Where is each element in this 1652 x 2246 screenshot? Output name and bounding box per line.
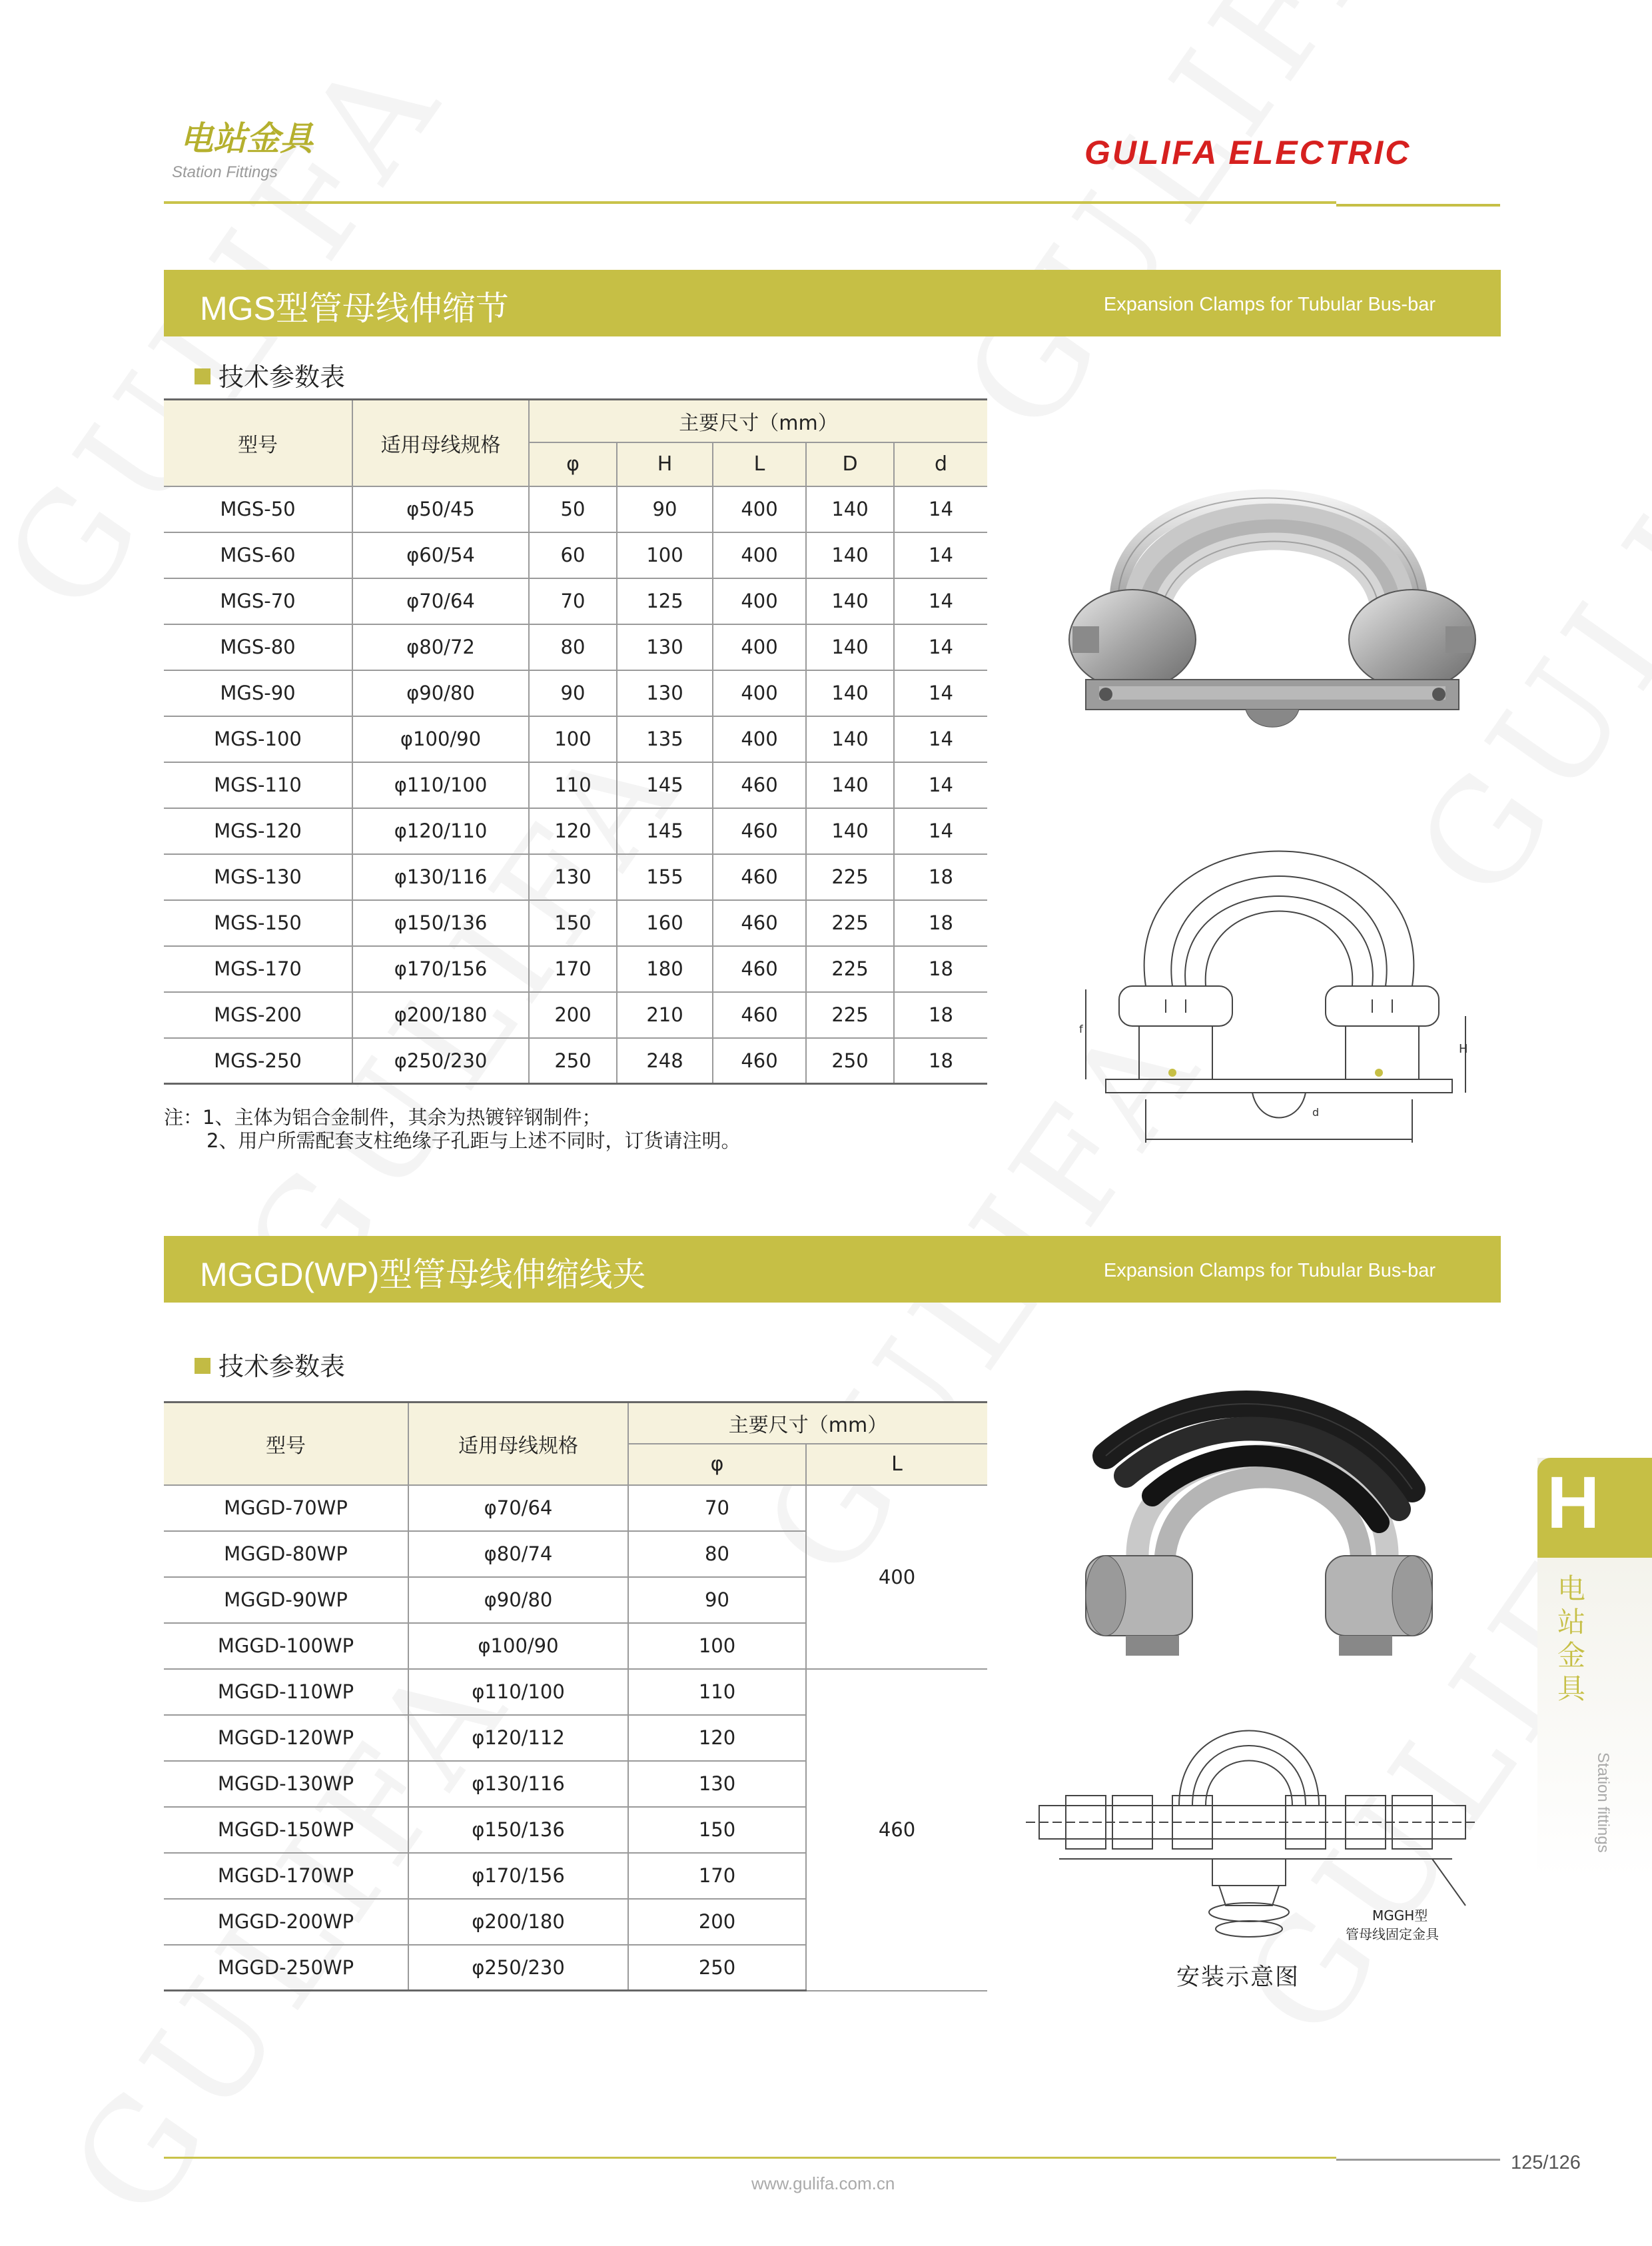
cell: φ150/136 <box>352 900 529 946</box>
cell: MGGD-170WP <box>164 1853 408 1899</box>
cell: 18 <box>894 854 987 900</box>
cell: 460 <box>713 854 806 900</box>
cell: 125 <box>617 578 713 624</box>
cell: 110 <box>529 762 617 808</box>
col-header-model: 型号 <box>164 400 352 486</box>
cell: 145 <box>617 762 713 808</box>
cell: 100 <box>617 532 713 578</box>
cell: 100 <box>529 716 617 762</box>
cell: 225 <box>806 992 894 1038</box>
spec-table <box>164 398 987 1085</box>
table-row <box>164 762 987 808</box>
cell: 150 <box>628 1807 806 1853</box>
cell: φ90/80 <box>352 670 529 716</box>
mgs-technical-drawing <box>1066 813 1492 1146</box>
cell: 18 <box>894 946 987 992</box>
cell: 460 <box>713 900 806 946</box>
cell: 150 <box>529 900 617 946</box>
table-row <box>164 486 987 532</box>
cell: 120 <box>628 1715 806 1761</box>
cell: φ70/64 <box>408 1485 628 1531</box>
square-bullet-icon <box>195 1358 210 1374</box>
footer-url: www.gulifa.com.cn <box>751 2173 895 2193</box>
cell: 200 <box>628 1899 806 1945</box>
dim-label-f: f <box>1079 1023 1083 1035</box>
table-row <box>164 716 987 762</box>
cell: 80 <box>529 624 617 670</box>
cell: 18 <box>894 900 987 946</box>
cell: φ170/156 <box>352 946 529 992</box>
note-line: 2、用户所需配套支柱绝缘子孔距与上述不同时，订货请注明。 <box>206 1129 741 1152</box>
cell: 400 <box>713 486 806 532</box>
table-row <box>164 900 987 946</box>
brand-logo: GULIFA ELECTRIC <box>1084 134 1412 171</box>
cell: 140 <box>806 670 894 716</box>
cell: φ130/116 <box>408 1761 628 1807</box>
table-row <box>164 808 987 854</box>
cell: 400 <box>713 624 806 670</box>
table-row <box>164 992 987 1038</box>
col-header-dims: 主要尺寸（mm） <box>529 400 987 442</box>
cell: MGS-70 <box>164 578 352 624</box>
table-row <box>164 1038 987 1084</box>
cell: 400 <box>713 578 806 624</box>
square-bullet-icon <box>195 368 210 384</box>
cell: MGS-250 <box>164 1038 352 1084</box>
cell: φ200/180 <box>352 992 529 1038</box>
cell: φ120/112 <box>408 1715 628 1761</box>
cell: 460 <box>713 808 806 854</box>
cell: MGS-110 <box>164 762 352 808</box>
cell: 14 <box>894 670 987 716</box>
cell: φ200/180 <box>408 1899 628 1945</box>
cell: 155 <box>617 854 713 900</box>
cell: 90 <box>529 670 617 716</box>
cell-l-group: 460 <box>806 1669 987 1991</box>
table-subhead: 技术参数表 <box>195 356 345 393</box>
cell: 160 <box>617 900 713 946</box>
cell: MGGD-120WP <box>164 1715 408 1761</box>
cell: 14 <box>894 762 987 808</box>
section-title-en: Expansion Clamps for Tubular Bus-bar <box>1103 294 1436 315</box>
side-tab-en: Station fittings <box>1594 1752 1612 1853</box>
cell: MGS-80 <box>164 624 352 670</box>
cell: 90 <box>617 486 713 532</box>
cell: 180 <box>617 946 713 992</box>
dim-header: D <box>806 442 894 486</box>
cell: 14 <box>894 578 987 624</box>
dim-header: L <box>806 1444 987 1485</box>
cell: MGGD-200WP <box>164 1899 408 1945</box>
cell: 60 <box>529 532 617 578</box>
col-header-dims: 主要尺寸（mm） <box>628 1403 987 1444</box>
dim-header: L <box>713 442 806 486</box>
table-row <box>164 578 987 624</box>
cell: MGS-100 <box>164 716 352 762</box>
cell: 18 <box>894 1038 987 1084</box>
note-line: 注：1、主体为铝合金制件，其余为热镀锌钢制件； <box>164 1106 602 1129</box>
mgs-product-photo <box>1059 400 1485 746</box>
cell: 248 <box>617 1038 713 1084</box>
cell: φ100/90 <box>352 716 529 762</box>
cell: 90 <box>628 1577 806 1623</box>
cell: φ250/230 <box>352 1038 529 1084</box>
cell: MGS-120 <box>164 808 352 854</box>
cell: 200 <box>529 992 617 1038</box>
watermark <box>933 0 1436 460</box>
cell: 120 <box>529 808 617 854</box>
diagram-label: MGGH型 <box>1372 1908 1428 1924</box>
cell: MGGD-100WP <box>164 1623 408 1669</box>
cell: 460 <box>713 762 806 808</box>
cell: 130 <box>628 1761 806 1807</box>
cell: 225 <box>806 946 894 992</box>
cell: 225 <box>806 854 894 900</box>
col-header-spec: 适用母线规格 <box>408 1403 628 1485</box>
cell: 170 <box>529 946 617 992</box>
cell: 140 <box>806 624 894 670</box>
cell: MGGD-250WP <box>164 1945 408 1991</box>
cell: 225 <box>806 900 894 946</box>
cell: 130 <box>529 854 617 900</box>
cell: 140 <box>806 716 894 762</box>
cell: 140 <box>806 486 894 532</box>
cell: MGGD-70WP <box>164 1485 408 1531</box>
cell: 14 <box>894 486 987 532</box>
cell: 130 <box>617 670 713 716</box>
cell: 14 <box>894 808 987 854</box>
spec-table <box>164 1401 987 1991</box>
table-row <box>164 854 987 900</box>
cell: φ90/80 <box>408 1577 628 1623</box>
cell: MGS-90 <box>164 670 352 716</box>
cell: 135 <box>617 716 713 762</box>
header-divider <box>164 201 1336 204</box>
cell: φ70/64 <box>352 578 529 624</box>
cell: φ170/156 <box>408 1853 628 1899</box>
cell: 145 <box>617 808 713 854</box>
dim-header: d <box>894 442 987 486</box>
section-title-en: Expansion Clamps for Tubular Bus-bar <box>1103 1260 1436 1281</box>
cell: φ150/136 <box>408 1807 628 1853</box>
cell: 460 <box>713 1038 806 1084</box>
dim-header: H <box>617 442 713 486</box>
diagram-label: 管母线固定金具 <box>1346 1926 1439 1942</box>
header-divider-accent <box>1336 204 1500 207</box>
category-subtitle: Station Fittings <box>172 163 278 181</box>
mggd-installation-diagram <box>1026 1706 1479 1952</box>
cell: 210 <box>617 992 713 1038</box>
dim-header: φ <box>628 1444 806 1485</box>
cell: 250 <box>529 1038 617 1084</box>
cell: 18 <box>894 992 987 1038</box>
table-row <box>164 1485 987 1531</box>
cell: 170 <box>628 1853 806 1899</box>
footer-divider-accent <box>1336 2159 1500 2161</box>
cell: MGS-170 <box>164 946 352 992</box>
table-row <box>164 670 987 716</box>
cell: 140 <box>806 808 894 854</box>
cell: MGGD-110WP <box>164 1669 408 1715</box>
cell: 70 <box>628 1485 806 1531</box>
category-title: 电站金具 <box>180 119 313 158</box>
cell: 400 <box>713 716 806 762</box>
cell: MGGD-130WP <box>164 1761 408 1807</box>
cell: φ110/100 <box>352 762 529 808</box>
section-banner <box>164 270 1501 336</box>
table-subhead: 技术参数表 <box>195 1346 345 1383</box>
section-banner <box>164 1236 1501 1303</box>
cell: φ80/72 <box>352 624 529 670</box>
cell: 460 <box>713 946 806 992</box>
table-row <box>164 624 987 670</box>
cell: MGGD-90WP <box>164 1577 408 1623</box>
cell: 100 <box>628 1623 806 1669</box>
dim-header: φ <box>529 442 617 486</box>
diagram-caption: 安装示意图 <box>1176 1964 1300 1991</box>
cell: φ120/110 <box>352 808 529 854</box>
cell: MGGD-150WP <box>164 1807 408 1853</box>
cell: 400 <box>713 532 806 578</box>
dim-label-h: H <box>1459 1042 1468 1056</box>
cell: φ60/54 <box>352 532 529 578</box>
col-header-spec: 适用母线规格 <box>352 400 529 486</box>
side-tab-cn: 电站金具 <box>1557 1572 1586 1705</box>
cell: 250 <box>806 1038 894 1084</box>
cell: 400 <box>713 670 806 716</box>
cell: φ130/116 <box>352 854 529 900</box>
dim-label-d: d <box>1312 1106 1320 1119</box>
section-title: MGS型管母线伸缩节 <box>200 290 509 327</box>
cell: φ100/90 <box>408 1623 628 1669</box>
cell: 140 <box>806 532 894 578</box>
cell: MGS-60 <box>164 532 352 578</box>
cell: 140 <box>806 762 894 808</box>
cell-l-group: 400 <box>806 1485 987 1669</box>
cell: MGS-150 <box>164 900 352 946</box>
table-row <box>164 532 987 578</box>
cell: 80 <box>628 1531 806 1577</box>
mggd-product-photo <box>1066 1376 1452 1662</box>
side-section-tab <box>1537 1458 1652 1878</box>
cell: 50 <box>529 486 617 532</box>
table-row <box>164 1669 987 1715</box>
section-title: MGGD(WP)型管母线伸缩线夹 <box>200 1256 646 1293</box>
cell: 70 <box>529 578 617 624</box>
cell: 110 <box>628 1669 806 1715</box>
cell: 460 <box>713 992 806 1038</box>
cell: 250 <box>628 1945 806 1991</box>
cell: φ110/100 <box>408 1669 628 1715</box>
footer-divider <box>164 2157 1336 2159</box>
page-number: 125/126 <box>1511 2152 1581 2173</box>
cell: φ250/230 <box>408 1945 628 1991</box>
cell: φ50/45 <box>352 486 529 532</box>
cell: 14 <box>894 716 987 762</box>
cell: 14 <box>894 624 987 670</box>
col-header-model: 型号 <box>164 1403 408 1485</box>
side-tab-letter: H <box>1547 1462 1600 1544</box>
cell: MGS-50 <box>164 486 352 532</box>
cell: 130 <box>617 624 713 670</box>
cell: MGS-200 <box>164 992 352 1038</box>
cell: MGS-130 <box>164 854 352 900</box>
cell: MGGD-80WP <box>164 1531 408 1577</box>
cell: 14 <box>894 532 987 578</box>
cell: φ80/74 <box>408 1531 628 1577</box>
table-row <box>164 946 987 992</box>
cell: 140 <box>806 578 894 624</box>
